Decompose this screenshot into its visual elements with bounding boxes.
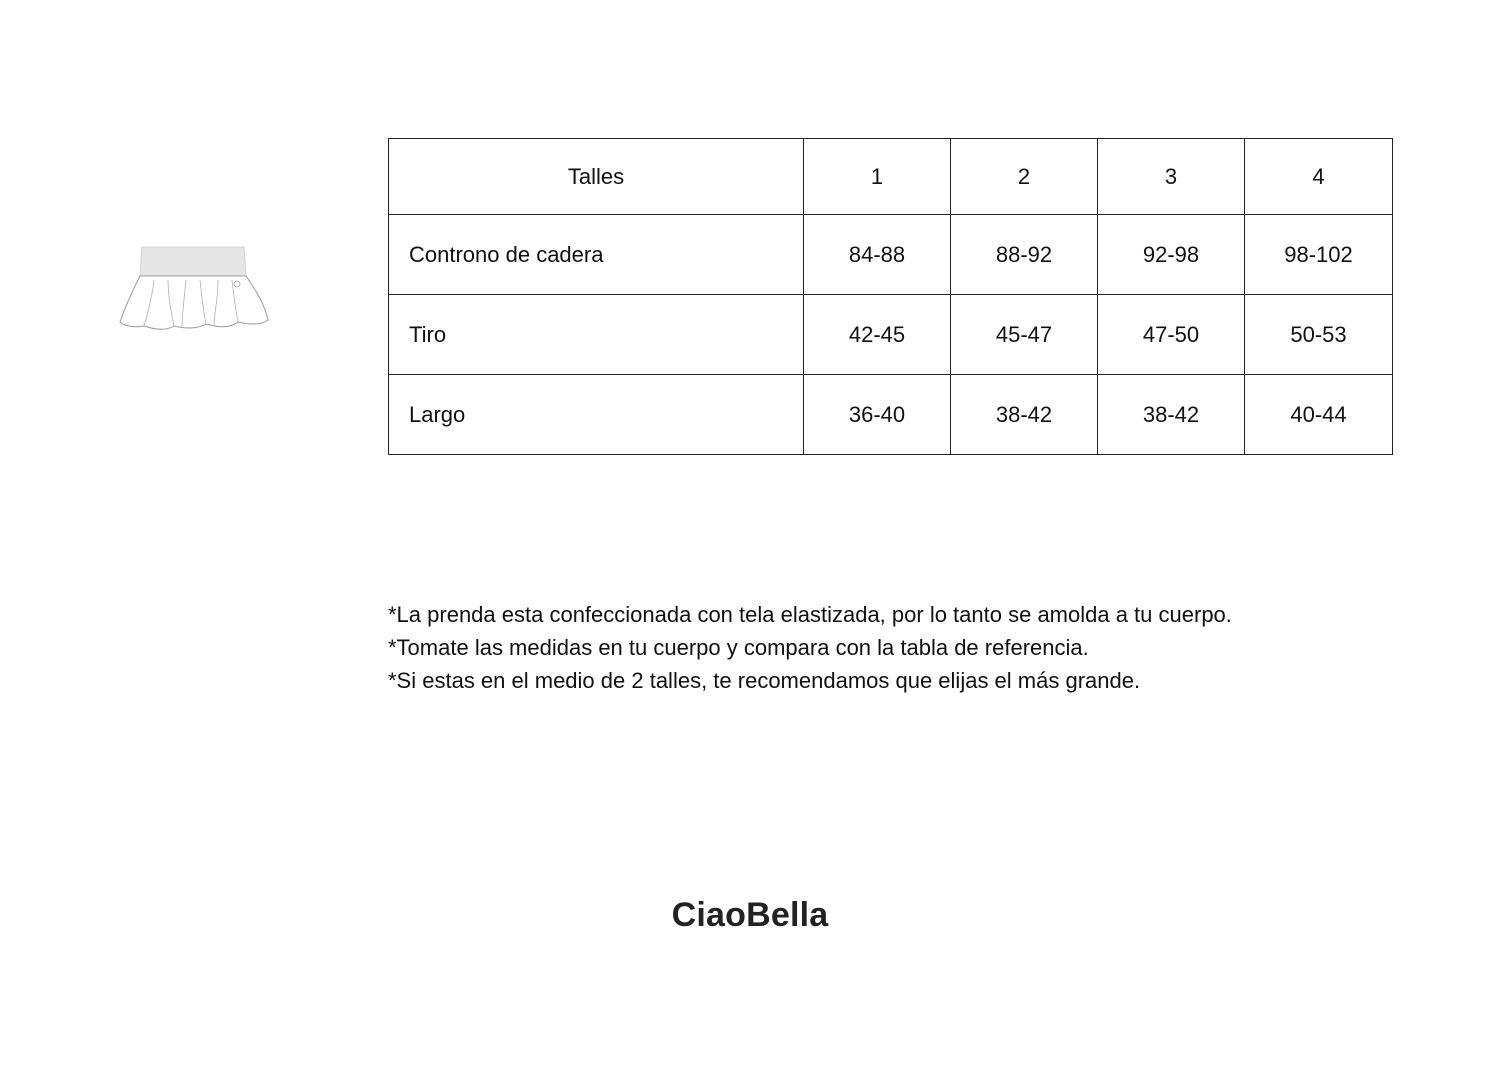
size-notes xyxy=(388,598,1232,697)
table-cell: 84-88 xyxy=(804,215,951,295)
table-cell: 38-42 xyxy=(951,375,1098,455)
table-header-row xyxy=(389,139,1393,215)
table-cell: 50-53 xyxy=(1245,295,1393,375)
header-cell-size-1: 1 xyxy=(804,139,951,215)
row-label: Controno de cadera xyxy=(389,215,804,295)
table-cell: 88-92 xyxy=(951,215,1098,295)
header-cell-size-2: 2 xyxy=(951,139,1098,215)
table-cell: 98-102 xyxy=(1245,215,1393,295)
row-label: Largo xyxy=(389,375,804,455)
table-cell: 45-47 xyxy=(951,295,1098,375)
size-table xyxy=(388,138,1393,455)
table-cell: 47-50 xyxy=(1098,295,1245,375)
skirt-icon xyxy=(116,240,272,336)
table-cell: 42-45 xyxy=(804,295,951,375)
brand-logo: CiaoBella xyxy=(671,896,829,934)
header-cell-size-3: 3 xyxy=(1098,139,1245,215)
note-line: *La prenda esta confeccionada con tela elastizada, por lo tanto se amolda a tu cuerpo. xyxy=(388,602,1232,627)
note-line: *Si estas en el medio de 2 talles, te recomendamos que elijas el más grande. xyxy=(388,668,1141,693)
table-cell: 38-42 xyxy=(1098,375,1245,455)
table-row xyxy=(389,215,1393,295)
row-label: Tiro xyxy=(389,295,804,375)
table-cell: 92-98 xyxy=(1098,215,1245,295)
table-row xyxy=(389,375,1393,455)
note-line: *Tomate las medidas en tu cuerpo y compara con la tabla de referencia. xyxy=(388,635,1089,660)
header-cell-size-4: 4 xyxy=(1245,139,1393,215)
header-cell-talles: Talles xyxy=(389,139,804,215)
table-cell: 36-40 xyxy=(804,375,951,455)
table-cell: 40-44 xyxy=(1245,375,1393,455)
table-row xyxy=(389,295,1393,375)
